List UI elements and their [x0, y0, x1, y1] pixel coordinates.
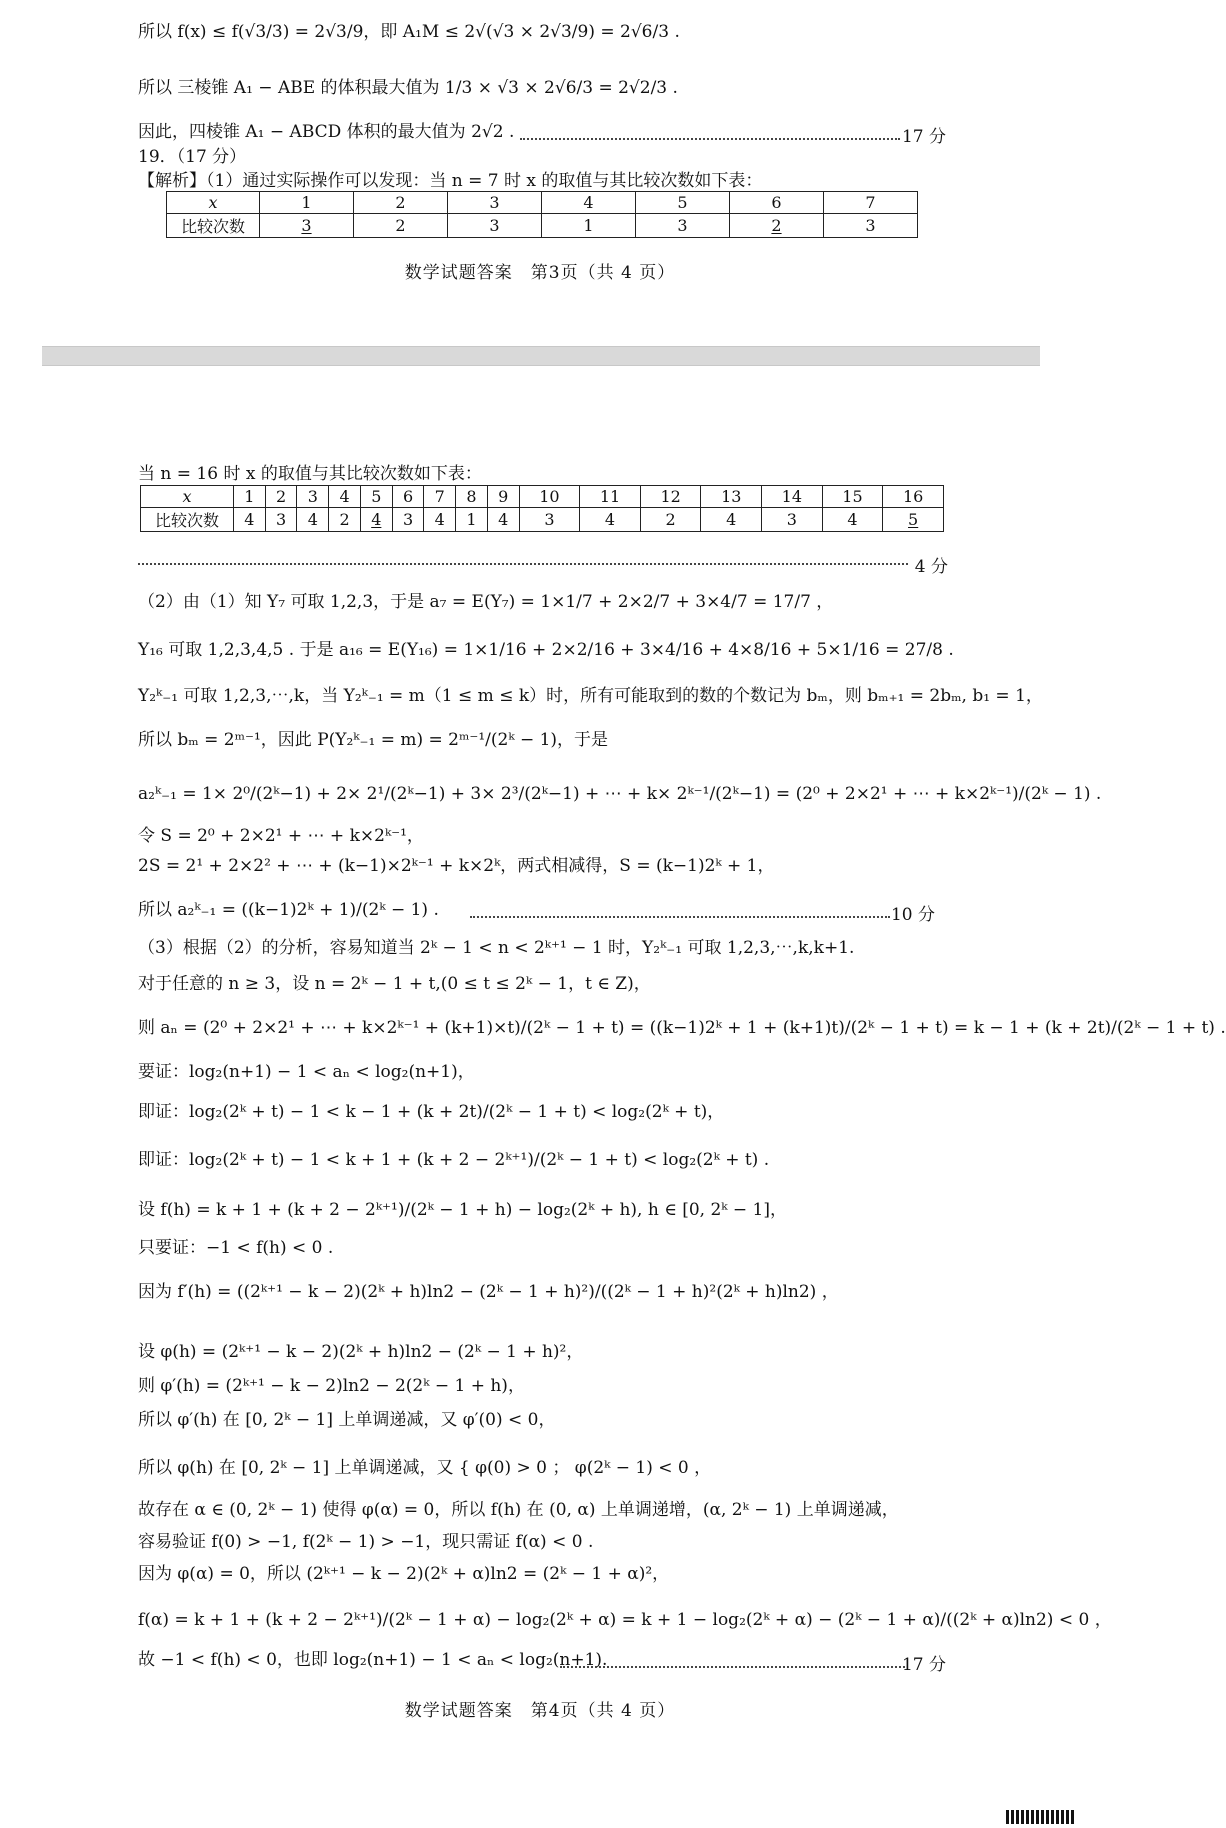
table-cell: 9: [487, 486, 519, 508]
table-cell: 3: [392, 508, 424, 532]
text-line: 故存在 α ∈ (0, 2ᵏ − 1) 使得 φ(α) = 0，所以 f(h) 在 (0, α) 上单调递增，(α, 2ᵏ − 1) 上单调递减，: [138, 1500, 899, 1520]
table-cell: 4: [424, 508, 456, 532]
table-cell: 4: [297, 508, 329, 532]
text-line: 当 n = 16 时 x 的取值与其比较次数如下表：: [138, 464, 482, 484]
table-header-count: 比较次数: [141, 508, 234, 532]
text-line: （2）由（1）知 Y₇ 可取 1,2,3，于是 a₇ = E(Y₇) = 1×1/7 + 2×2/7 + 3×4/7 = 17/7 ，: [138, 592, 834, 612]
table-cell: 4: [487, 508, 519, 532]
table-cell: 6: [392, 486, 424, 508]
table-row: [141, 508, 944, 532]
table-row: [141, 486, 944, 508]
table-cell: 3: [448, 192, 542, 214]
table-cell: 1: [542, 214, 636, 238]
text-line: 即证：log₂(2ᵏ + t) − 1 < k + 1 + (k + 2 − 2ᵏ⁺¹)/(2ᵏ − 1 + t) < log₂(2ᵏ + t) .: [138, 1150, 770, 1170]
score-mark: 17 分: [901, 1655, 946, 1675]
text-line: 所以 bₘ = 2ᵐ⁻¹，因此 P(Y₂ᵏ₋₁ = m) = 2ᵐ⁻¹/(2ᵏ − 1)，于是: [138, 730, 609, 750]
table-cell: 7: [424, 486, 456, 508]
score-mark: 10 分: [890, 905, 935, 925]
table-header-count: 比较次数: [167, 214, 260, 238]
text-line: 因为 φ(α) = 0，所以 (2ᵏ⁺¹ − k − 2)(2ᵏ + α)ln2 = (2ᵏ − 1 + α)²，: [138, 1564, 670, 1584]
table-cell: 3: [519, 508, 580, 532]
table-cell: 3: [448, 214, 542, 238]
underlined-value: 2: [771, 216, 782, 235]
table-cell: 11: [580, 486, 641, 508]
table-cell: 4: [234, 508, 266, 532]
text-line: 要证：log₂(n+1) − 1 < aₙ < log₂(n+1)，: [138, 1062, 475, 1082]
page-footer: 数学试题答案 第4页（共 4 页）: [404, 1701, 676, 1721]
page-3-fragment: [0, 0, 1080, 340]
table-cell: 2: [329, 508, 361, 532]
text-line: 对于任意的 n ≥ 3，设 n = 2ᵏ − 1 + t,(0 ≤ t ≤ 2ᵏ − 1，t ∈ Z)，: [138, 974, 651, 994]
table-row: [167, 214, 918, 238]
text-line: （3）根据（2）的分析，容易知道当 2ᵏ − 1 < n < 2ᵏ⁺¹ − 1 时，Y₂ᵏ₋₁ 可取 1,2,3,⋯,k,k+1.: [138, 938, 855, 958]
underlined-value: 5: [908, 510, 919, 529]
table-cell: 16: [883, 486, 944, 508]
table-cell: [360, 508, 392, 532]
table-cell: 3: [636, 214, 730, 238]
table-cell: 2: [354, 192, 448, 214]
table-cell: 5: [360, 486, 392, 508]
text-line: 所以 三棱锥 A₁ − ABE 的体积最大值为 1/3 × √3 × 2√6/3 = 2√2/3 .: [138, 78, 678, 98]
table-cell: 15: [822, 486, 883, 508]
table-cell: 2: [265, 486, 297, 508]
leader-dots: [138, 563, 908, 565]
text-line: f(α) = k + 1 + (k + 2 − 2ᵏ⁺¹)/(2ᵏ − 1 + α) − log₂(2ᵏ + α) = k + 1 − log₂(2ᵏ + α) − (2ᵏ − 1 + α)/((2ᵏ + α)ln2) < 0 ，: [138, 1610, 1112, 1630]
table-cell: 4: [542, 192, 636, 214]
table-header-x: x: [167, 192, 260, 214]
text-line: 所以 f(x) ≤ f(√3/3) = 2√3/9，即 A₁M ≤ 2√(√3 × 2√3/9) = 2√6/3 .: [138, 22, 680, 42]
text-line: 设 f(h) = k + 1 + (k + 2 − 2ᵏ⁺¹)/(2ᵏ − 1 + h) − log₂(2ᵏ + h), h ∈ [0, 2ᵏ − 1]，: [138, 1200, 787, 1220]
table-cell: 3: [762, 508, 823, 532]
table-cell: 3: [297, 486, 329, 508]
table-n16: [140, 485, 944, 532]
table-cell: 2: [354, 214, 448, 238]
table-cell: 4: [822, 508, 883, 532]
question-number: 19．（17 分）: [138, 147, 247, 167]
text-line: 所以 φ′(h) 在 [0, 2ᵏ − 1] 上单调递减，又 φ′(0) < 0，: [138, 1410, 556, 1430]
qr-code-graphic: [1006, 1810, 1074, 1824]
table-row: [167, 192, 918, 214]
table-cell: 10: [519, 486, 580, 508]
text-line: a₂ᵏ₋₁ = 1× 2⁰/(2ᵏ−1) + 2× 2¹/(2ᵏ−1) + 3× 2³/(2ᵏ−1) + ⋯ + k× 2ᵏ⁻¹/(2ᵏ−1) = (2⁰ + 2×2¹ + ⋯ + k×2ᵏ⁻¹)/(2ᵏ − 1) .: [138, 784, 1102, 804]
table-header-x: x: [141, 486, 234, 508]
table-cell: 7: [824, 192, 918, 214]
table-cell: 1: [260, 192, 354, 214]
table-cell: 5: [636, 192, 730, 214]
underlined-value: 3: [301, 216, 312, 235]
underlined-value: 4: [371, 510, 382, 529]
table-cell: 12: [640, 486, 701, 508]
table-cell: 1: [456, 508, 488, 532]
table-cell: 3: [265, 508, 297, 532]
text-line: 只要证：−1 < f(h) < 0 .: [138, 1238, 334, 1258]
table-cell: 1: [234, 486, 266, 508]
text-line: 故 −1 < f(h) < 0，也即 log₂(n+1) − 1 < aₙ < log₂(n+1).: [138, 1650, 608, 1670]
text-line: 即证：log₂(2ᵏ + t) − 1 < k − 1 + (k + 2t)/(2ᵏ − 1 + t) < log₂(2ᵏ + t)，: [138, 1102, 725, 1122]
leader-dots: [470, 916, 890, 918]
table-cell: 14: [762, 486, 823, 508]
text-line: 因此，四棱锥 A₁ − ABCD 体积的最大值为 2√2 .: [138, 122, 515, 142]
text-line: 2S = 2¹ + 2×2² + ⋯ + (k−1)×2ᵏ⁻¹ + k×2ᵏ，两式相减得，S = (k−1)2ᵏ + 1，: [138, 856, 775, 876]
text-line: 则 φ′(h) = (2ᵏ⁺¹ − k − 2)ln2 − 2(2ᵏ − 1 + h)，: [138, 1376, 525, 1396]
page-4: [0, 370, 1226, 1828]
leader-dots: [520, 138, 900, 140]
score-mark: 17 分: [901, 127, 946, 147]
text-line: 则 aₙ = (2⁰ + 2×2¹ + ⋯ + k×2ᵏ⁻¹ + (k+1)×t)/(2ᵏ − 1 + t) = ((k−1)2ᵏ + 1 + (k+1)t)/(2ᵏ − 1 + t) = k − 1 + (k + 2t)/(2ᵏ − 1 + t) .: [138, 1018, 1226, 1038]
page-footer: 数学试题答案 第3页（共 4 页）: [404, 263, 676, 283]
table-cell: 4: [580, 508, 641, 532]
page-separator: [42, 346, 1040, 366]
score-mark: 4 分: [914, 557, 948, 577]
table-cell: 6: [730, 192, 824, 214]
table-cell: [883, 508, 944, 532]
solution-heading: 【解析】（1）通过实际操作可以发现：当 n = 7 时 x 的取值与其比较次数如下表：: [138, 171, 763, 191]
table-cell: 13: [701, 486, 762, 508]
text-line: 所以 φ(h) 在 [0, 2ᵏ − 1] 上单调递减，又 { φ(0) > 0 ； φ(2ᵏ − 1) < 0 ，: [138, 1458, 712, 1478]
text-line: 所以 a₂ᵏ₋₁ = ((k−1)2ᵏ + 1)/(2ᵏ − 1) .: [138, 900, 439, 920]
text-line: 因为 f′(h) = ((2ᵏ⁺¹ − k − 2)(2ᵏ + h)ln2 − (2ᵏ − 1 + h)²)/((2ᵏ − 1 + h)²(2ᵏ + h)ln2) ，: [138, 1282, 839, 1302]
text-line: 设 φ(h) = (2ᵏ⁺¹ − k − 2)(2ᵏ + h)ln2 − (2ᵏ − 1 + h)²，: [138, 1342, 584, 1362]
table-cell: [260, 214, 354, 238]
text-line: 令 S = 2⁰ + 2×2¹ + ⋯ + k×2ᵏ⁻¹，: [138, 826, 424, 846]
table-cell: 4: [329, 486, 361, 508]
table-cell: 3: [824, 214, 918, 238]
table-cell: [730, 214, 824, 238]
table-n7: [166, 191, 918, 238]
text-line: 容易验证 f(0) > −1, f(2ᵏ − 1) > −1，现只需证 f(α) < 0 .: [138, 1532, 594, 1552]
text-line: Y₁₆ 可取 1,2,3,4,5 . 于是 a₁₆ = E(Y₁₆) = 1×1/16 + 2×2/16 + 3×4/16 + 4×8/16 + 5×1/16 = 27/8 .: [138, 640, 954, 660]
leader-dots: [560, 1666, 905, 1668]
text-line: Y₂ᵏ₋₁ 可取 1,2,3,⋯,k，当 Y₂ᵏ₋₁ = m（1 ≤ m ≤ k）时，所有可能取到的数的个数记为 bₘ，则 bₘ₊₁ = 2bₘ, b₁ = 1，: [138, 686, 1043, 706]
table-cell: 4: [701, 508, 762, 532]
table-cell: 8: [456, 486, 488, 508]
table-cell: 2: [640, 508, 701, 532]
